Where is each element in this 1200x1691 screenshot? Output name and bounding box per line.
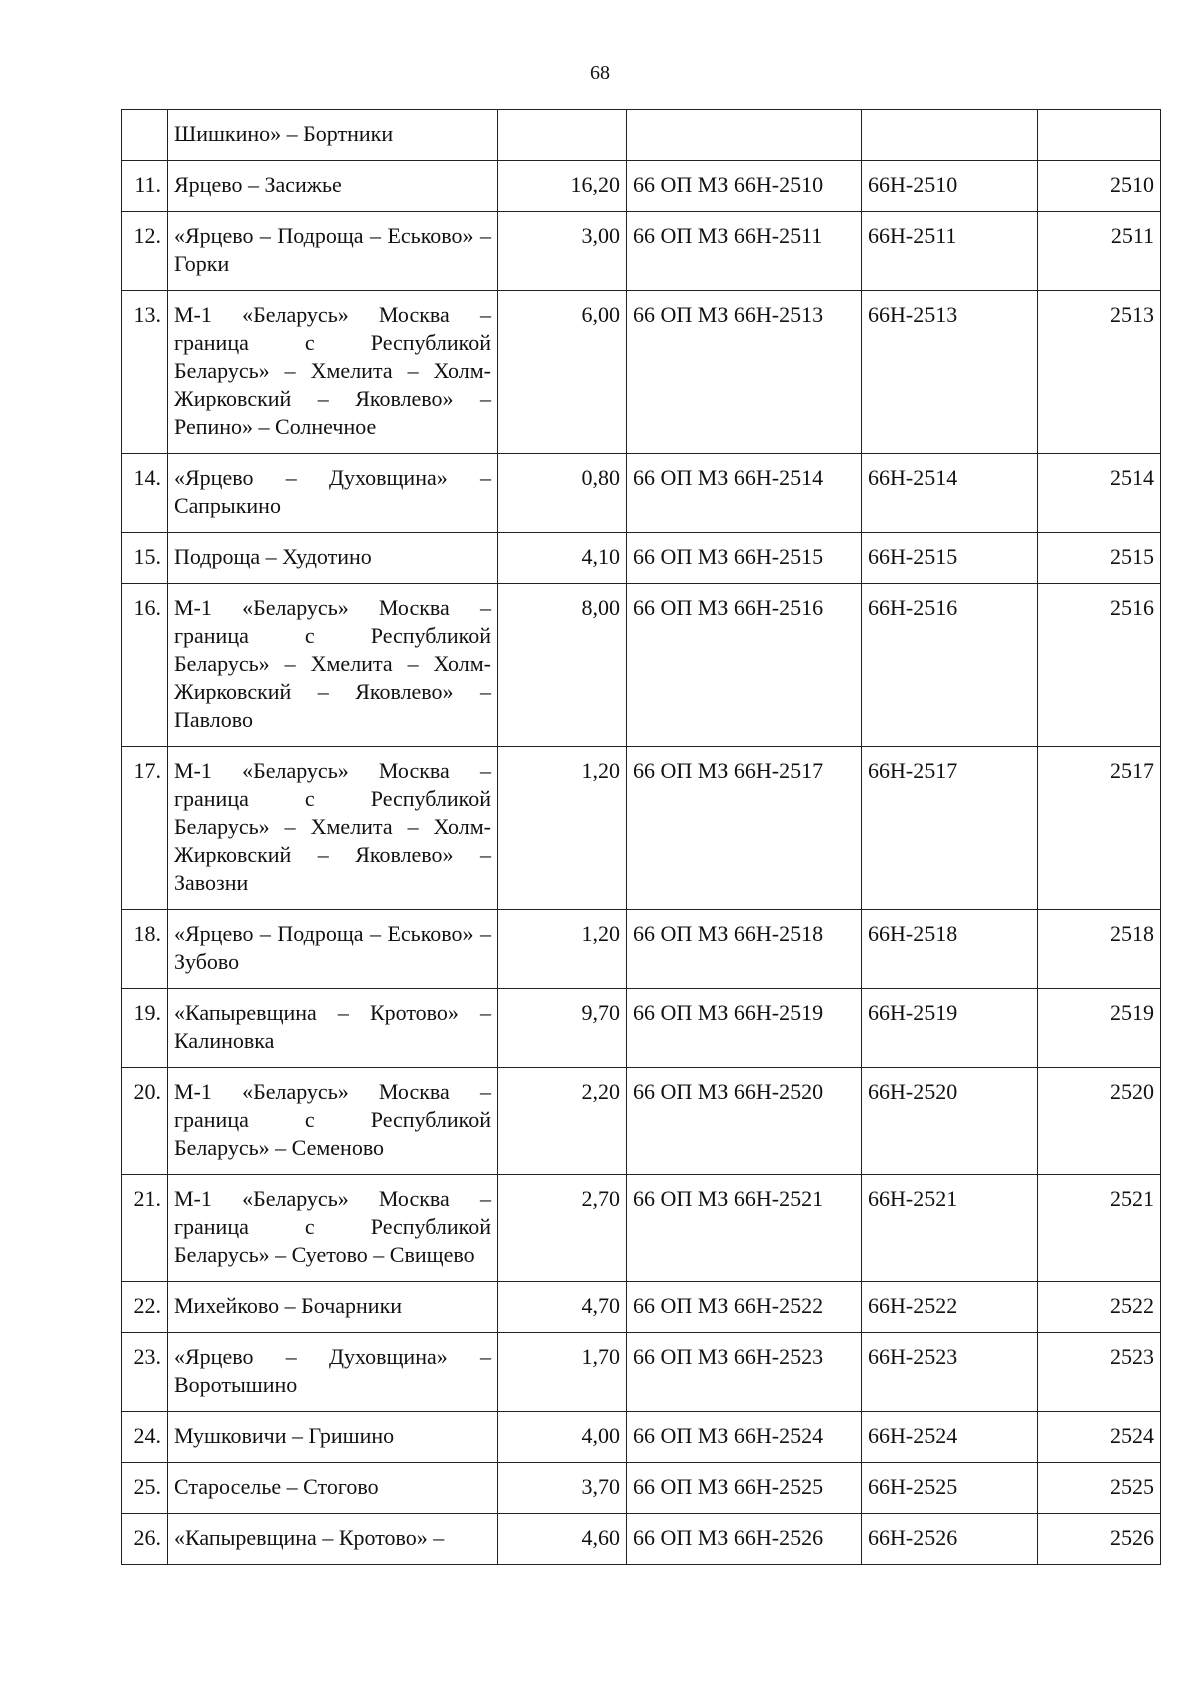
road-length: 1,20 (498, 910, 627, 989)
road-name: «Ярцево – Духовщина» – Воротышино (168, 1333, 498, 1412)
row-number: 19. (122, 989, 168, 1068)
road-name: Мушковичи – Гришино (168, 1412, 498, 1463)
road-code: 66 ОП МЗ 66Н-2517 (627, 747, 862, 910)
road-id: 2510 (1038, 161, 1161, 212)
road-id: 2523 (1038, 1333, 1161, 1412)
road-short-code: 66Н-2518 (862, 910, 1038, 989)
table-row (122, 454, 1161, 533)
road-name: «Ярцево – Подроща – Еськово» – Зубово (168, 910, 498, 989)
road-name: «Капыревщина – Кротово» – (168, 1514, 498, 1565)
road-code: 66 ОП МЗ 66Н-2514 (627, 454, 862, 533)
road-short-code: 66Н-2510 (862, 161, 1038, 212)
road-code: 66 ОП МЗ 66Н-2518 (627, 910, 862, 989)
road-length: 1,70 (498, 1333, 627, 1412)
road-id: 2525 (1038, 1463, 1161, 1514)
table-row (122, 212, 1161, 291)
table-row (122, 1068, 1161, 1175)
road-name: «Капыревщина – Кротово» – Калиновка (168, 989, 498, 1068)
row-number: 21. (122, 1175, 168, 1282)
row-number: 18. (122, 910, 168, 989)
road-short-code: 66Н-2523 (862, 1333, 1038, 1412)
road-length: 6,00 (498, 291, 627, 454)
road-code: 66 ОП МЗ 66Н-2513 (627, 291, 862, 454)
table-row (122, 110, 1161, 161)
row-number: 11. (122, 161, 168, 212)
table-row (122, 161, 1161, 212)
table-row (122, 989, 1161, 1068)
road-short-code: 66Н-2522 (862, 1282, 1038, 1333)
road-code: 66 ОП МЗ 66Н-2515 (627, 533, 862, 584)
road-id: 2518 (1038, 910, 1161, 989)
road-id: 2526 (1038, 1514, 1161, 1565)
table-row (122, 1282, 1161, 1333)
road-name: Староселье – Стогово (168, 1463, 498, 1514)
road-name: М-1 «Беларусь» Москва – граница с Республикой Беларусь» – Хмелита – Холм-Жирковский – Яковлево» – Завозни (168, 747, 498, 910)
road-short-code: 66Н-2521 (862, 1175, 1038, 1282)
road-short-code: 66Н-2516 (862, 584, 1038, 747)
road-short-code: 66Н-2517 (862, 747, 1038, 910)
row-number: 26. (122, 1514, 168, 1565)
road-length: 2,70 (498, 1175, 627, 1282)
road-name: «Ярцево – Духовщина» – Сапрыкино (168, 454, 498, 533)
road-short-code: 66Н-2514 (862, 454, 1038, 533)
roads-table (121, 109, 1161, 1565)
table-row (122, 1514, 1161, 1565)
road-code: 66 ОП МЗ 66Н-2524 (627, 1412, 862, 1463)
road-code: 66 ОП МЗ 66Н-2510 (627, 161, 862, 212)
road-short-code: 66Н-2525 (862, 1463, 1038, 1514)
roads-table-body (122, 110, 1161, 1565)
road-length: 0,80 (498, 454, 627, 533)
road-id: 2511 (1038, 212, 1161, 291)
road-length: 4,10 (498, 533, 627, 584)
row-number: 20. (122, 1068, 168, 1175)
row-number (122, 110, 168, 161)
row-number: 12. (122, 212, 168, 291)
road-code: 66 ОП МЗ 66Н-2525 (627, 1463, 862, 1514)
road-id: 2513 (1038, 291, 1161, 454)
road-length: 3,70 (498, 1463, 627, 1514)
road-length: 1,20 (498, 747, 627, 910)
road-name: М-1 «Беларусь» Москва – граница с Республикой Беларусь» – Хмелита – Холм-Жирковский – Яковлево» – Павлово (168, 584, 498, 747)
road-length: 9,70 (498, 989, 627, 1068)
table-row (122, 910, 1161, 989)
row-number: 13. (122, 291, 168, 454)
road-name: М-1 «Беларусь» Москва – граница с Республикой Беларусь» – Хмелита – Холм-Жирковский – Яковлево» – Репино» – Солнечное (168, 291, 498, 454)
row-number: 14. (122, 454, 168, 533)
road-name: «Ярцево – Подроща – Еськово» – Горки (168, 212, 498, 291)
road-code (627, 110, 862, 161)
road-id: 2515 (1038, 533, 1161, 584)
road-name: М-1 «Беларусь» Москва – граница с Республикой Беларусь» – Семеново (168, 1068, 498, 1175)
road-length: 4,60 (498, 1514, 627, 1565)
road-length: 2,20 (498, 1068, 627, 1175)
road-name: Шишкино» – Бортники (168, 110, 498, 161)
road-code: 66 ОП МЗ 66Н-2522 (627, 1282, 862, 1333)
road-id: 2522 (1038, 1282, 1161, 1333)
table-row (122, 1412, 1161, 1463)
road-short-code: 66Н-2515 (862, 533, 1038, 584)
road-code: 66 ОП МЗ 66Н-2526 (627, 1514, 862, 1565)
road-short-code: 66Н-2511 (862, 212, 1038, 291)
table-row (122, 747, 1161, 910)
road-length: 3,00 (498, 212, 627, 291)
road-name: М-1 «Беларусь» Москва – граница с Республикой Беларусь» – Суетово – Свищево (168, 1175, 498, 1282)
road-id: 2520 (1038, 1068, 1161, 1175)
road-code: 66 ОП МЗ 66Н-2519 (627, 989, 862, 1068)
road-name: Подроща – Худотино (168, 533, 498, 584)
row-number: 22. (122, 1282, 168, 1333)
table-row (122, 533, 1161, 584)
road-id: 2524 (1038, 1412, 1161, 1463)
row-number: 23. (122, 1333, 168, 1412)
road-id: 2521 (1038, 1175, 1161, 1282)
row-number: 24. (122, 1412, 168, 1463)
row-number: 16. (122, 584, 168, 747)
road-code: 66 ОП МЗ 66Н-2511 (627, 212, 862, 291)
road-id: 2516 (1038, 584, 1161, 747)
road-length: 8,00 (498, 584, 627, 747)
road-name: Ярцево – Засижье (168, 161, 498, 212)
road-id (1038, 110, 1161, 161)
road-id: 2517 (1038, 747, 1161, 910)
road-name: Михейково – Бочарники (168, 1282, 498, 1333)
road-length: 4,70 (498, 1282, 627, 1333)
page-number: 68 (590, 62, 610, 84)
road-short-code: 66Н-2524 (862, 1412, 1038, 1463)
road-id: 2519 (1038, 989, 1161, 1068)
table-row (122, 1175, 1161, 1282)
table-row (122, 1463, 1161, 1514)
road-length: 16,20 (498, 161, 627, 212)
road-code: 66 ОП МЗ 66Н-2521 (627, 1175, 862, 1282)
road-short-code (862, 110, 1038, 161)
road-code: 66 ОП МЗ 66Н-2523 (627, 1333, 862, 1412)
road-code: 66 ОП МЗ 66Н-2516 (627, 584, 862, 747)
table-row (122, 584, 1161, 747)
road-length (498, 110, 627, 161)
table-row (122, 291, 1161, 454)
road-short-code: 66Н-2526 (862, 1514, 1038, 1565)
road-code: 66 ОП МЗ 66Н-2520 (627, 1068, 862, 1175)
row-number: 17. (122, 747, 168, 910)
road-short-code: 66Н-2520 (862, 1068, 1038, 1175)
row-number: 15. (122, 533, 168, 584)
road-short-code: 66Н-2513 (862, 291, 1038, 454)
road-id: 2514 (1038, 454, 1161, 533)
road-short-code: 66Н-2519 (862, 989, 1038, 1068)
row-number: 25. (122, 1463, 168, 1514)
road-length: 4,00 (498, 1412, 627, 1463)
table-row (122, 1333, 1161, 1412)
